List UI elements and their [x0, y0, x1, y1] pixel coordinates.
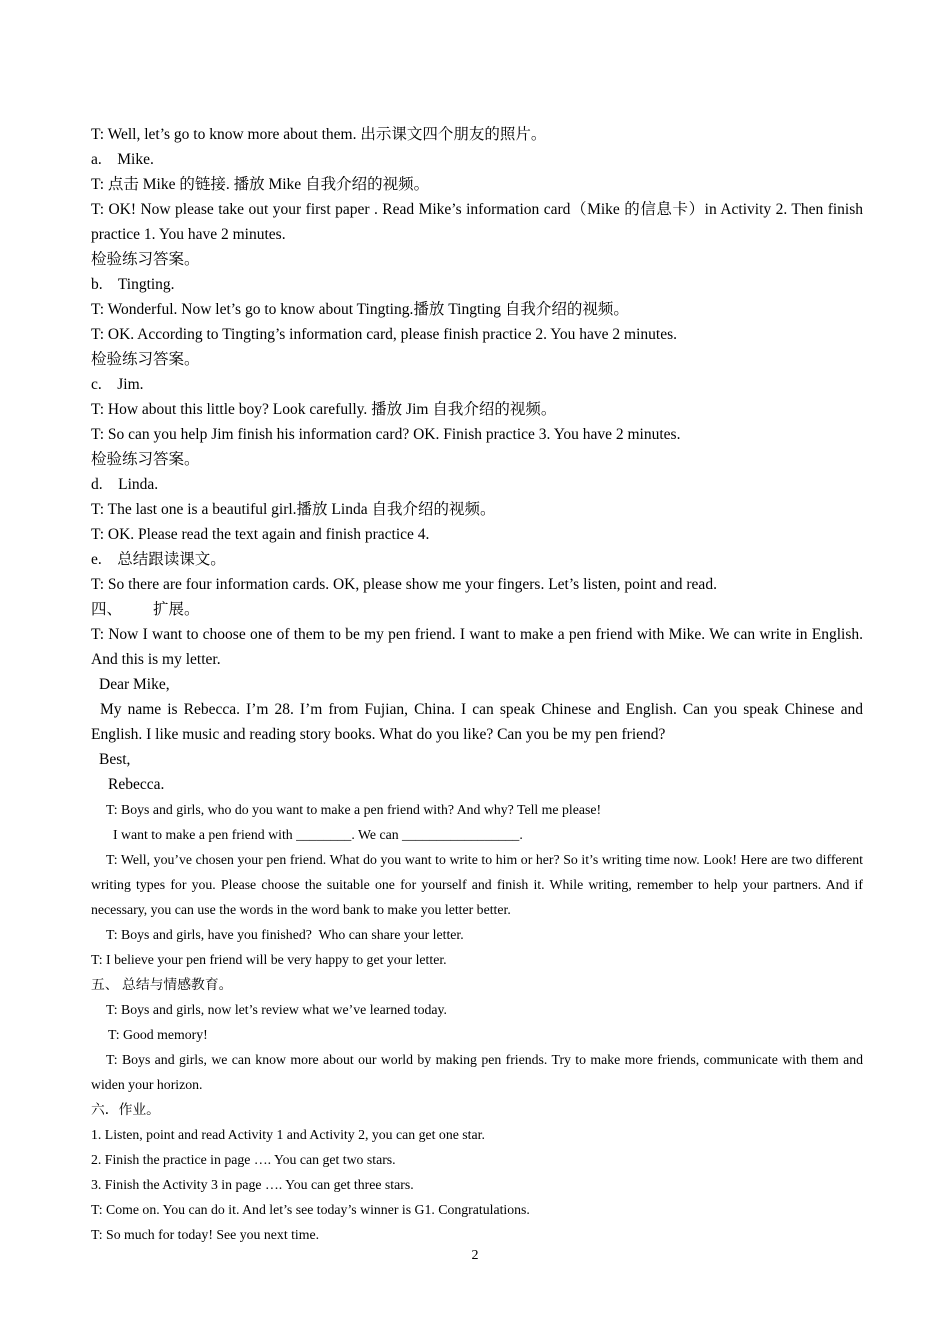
fill-in-sentence: I want to make a pen friend with ________. We can _________________. — [113, 827, 523, 842]
letter-body: My name is Rebecca. I’m 28. I’m from Fujian, China. I can speak Chinese and English. Can you speak Chinese and English. I like music and reading story books. What do you like? Can you be my pen friend? — [91, 701, 863, 743]
paragraph: T: Boys and girls, now let’s review what we’ve learned today. — [106, 1002, 447, 1017]
paragraph: T: Good memory! — [108, 1027, 208, 1042]
paragraph: T: Boys and girls, have you finished? Who can share your letter. — [106, 927, 464, 942]
letter-closing: Best, — [99, 751, 131, 768]
paragraph: T: Well, you’ve chosen your pen friend. What do you want to write to him or her? So it’s writing time now. Look! Here are two different writing types for you. Please choose the suitable one for yourself and finish it. While writing, remember to help your partners. And if necessary, you can use the words in the word bank to make you letter better. — [91, 852, 863, 917]
list-item-jim: c. Jim. — [91, 376, 144, 393]
letter-signature: Rebecca. — [108, 776, 165, 793]
paragraph: T: OK! Now please take out your first paper . Read Mike’s information card（Mike 的信息卡）in Activity 2. Then finish practice 1. You have 2 minutes. — [91, 201, 863, 243]
paragraph: T: Boys and girls, we can know more about our world by making pen friends. Try to make more friends, communicate with them and widen your horizon. — [91, 1052, 863, 1092]
paragraph: T: Boys and girls, who do you want to make a pen friend with? And why? Tell me please! — [106, 802, 602, 817]
paragraph: 检验练习答案。 — [91, 351, 200, 368]
list-item-linda: d. Linda. — [91, 476, 159, 493]
paragraph: T: OK. Please read the text again and finish practice 4. — [91, 526, 430, 543]
paragraph: T: How about this little boy? Look carefully. 播放 Jim 自我介绍的视频。 — [91, 401, 557, 418]
list-item-summary: e. 总结跟读课文。 — [91, 551, 226, 568]
homework-item: 3. Finish the Activity 3 in page …. You can get three stars. — [91, 1177, 414, 1192]
paragraph: T: Now I want to choose one of them to be my pen friend. I want to make a pen friend with Mike. We can write in English. And this is my letter. — [91, 626, 863, 668]
list-item-tingting: b. Tingting. — [91, 276, 175, 293]
letter-greeting: Dear Mike, — [99, 676, 170, 693]
document-body — [91, 122, 863, 1247]
paragraph: T: Well, let’s go to know more about them. 出示课文四个朋友的照片。 — [91, 126, 547, 143]
paragraph: T: So can you help Jim finish his information card? OK. Finish practice 3. You have 2 minutes. — [91, 426, 681, 443]
paragraph: 检验练习答案。 — [91, 451, 200, 468]
paragraph: 检验练习答案。 — [91, 251, 200, 268]
paragraph: T: 点击 Mike 的链接. 播放 Mike 自我介绍的视频。 — [91, 176, 430, 193]
paragraph: T: Come on. You can do it. And let’s see today’s winner is G1. Congratulations. — [91, 1202, 530, 1217]
list-item-mike: a. Mike. — [91, 151, 154, 168]
paragraph: T: So there are four information cards. OK, please show me your fingers. Let’s listen, point and read. — [91, 576, 717, 593]
section-heading-extension: 四、 扩展。 — [91, 601, 200, 618]
paragraph: T: Wonderful. Now let’s go to know about Tingting.播放 Tingting 自我介绍的视频。 — [91, 301, 629, 318]
homework-item: 1. Listen, point and read Activity 1 and Activity 2, you can get one star. — [91, 1127, 485, 1142]
paragraph: T: I believe your pen friend will be very happy to get your letter. — [91, 952, 447, 967]
paragraph: T: The last one is a beautiful girl.播放 Linda 自我介绍的视频。 — [91, 501, 496, 518]
page-number: 2 — [471, 1248, 479, 1263]
section-heading-summary: 五、 总结与情感教育。 — [91, 977, 233, 992]
section-heading-homework: 六．作业。 — [91, 1102, 160, 1117]
paragraph: T: So much for today! See you next time. — [91, 1227, 320, 1242]
homework-item: 2. Finish the practice in page …. You can get two stars. — [91, 1152, 396, 1167]
paragraph: T: OK. According to Tingting’s information card, please finish practice 2. You have 2 minutes. — [91, 326, 677, 343]
